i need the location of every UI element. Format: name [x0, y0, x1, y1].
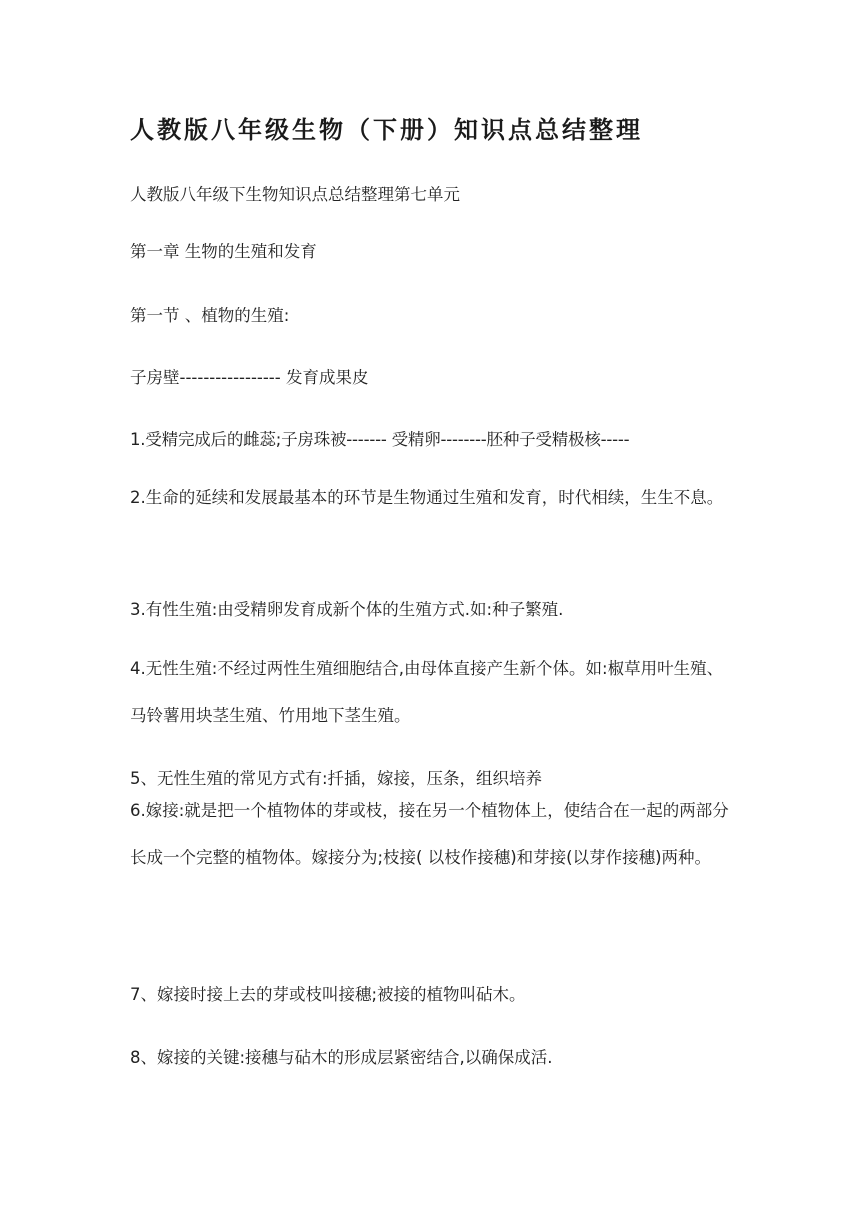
list-item: 3.有性生殖:由受精卵发育成新个体的生殖方式.如:种子繁殖. — [130, 600, 564, 619]
document-subtitle: 人教版八年级下生物知识点总结整理第七单元 — [130, 185, 460, 204]
list-item: 2.生命的延续和发展最基本的环节是生物通过生殖和发育，时代相续，生生不息。 — [130, 488, 724, 507]
list-item: 1.受精完成后的雌蕊;子房珠被------- 受精卵--------胚种子受精极核----- — [130, 430, 630, 449]
chapter-heading: 第一章 生物的生殖和发育 — [130, 242, 317, 261]
list-item: 8、嫁接的关键:接穗与砧木的形成层紧密结合,以确保成活. — [130, 1048, 553, 1067]
list-item: 子房壁----------------- 发育成果皮 — [130, 368, 369, 387]
list-item: 5、无性生殖的常见方式有:扦插，嫁接，压条，组织培养 — [130, 769, 543, 788]
section-heading: 第一节 、植物的生殖: — [130, 306, 290, 325]
list-item: 4.无性生殖:不经过两性生殖细胞结合,由母体直接产生新个体。如:椒草用叶生殖、马铃薯用块茎生殖、竹用地下茎生殖。 — [130, 659, 724, 725]
list-item: 7、嫁接时接上去的芽或枝叫接穗;被接的植物叫砧木。 — [130, 985, 526, 1004]
document-title: 人教版八年级生物（下册）知识点总结整理 — [130, 115, 643, 144]
list-item: 6.嫁接:就是把一个植物体的芽或枝，接在另一个植物体上，使结合在一起的两部分长成一个完整的植物体。嫁接分为;枝接( 以枝作接穗)和芽接(以芽作接穗)两种。 — [130, 801, 729, 867]
